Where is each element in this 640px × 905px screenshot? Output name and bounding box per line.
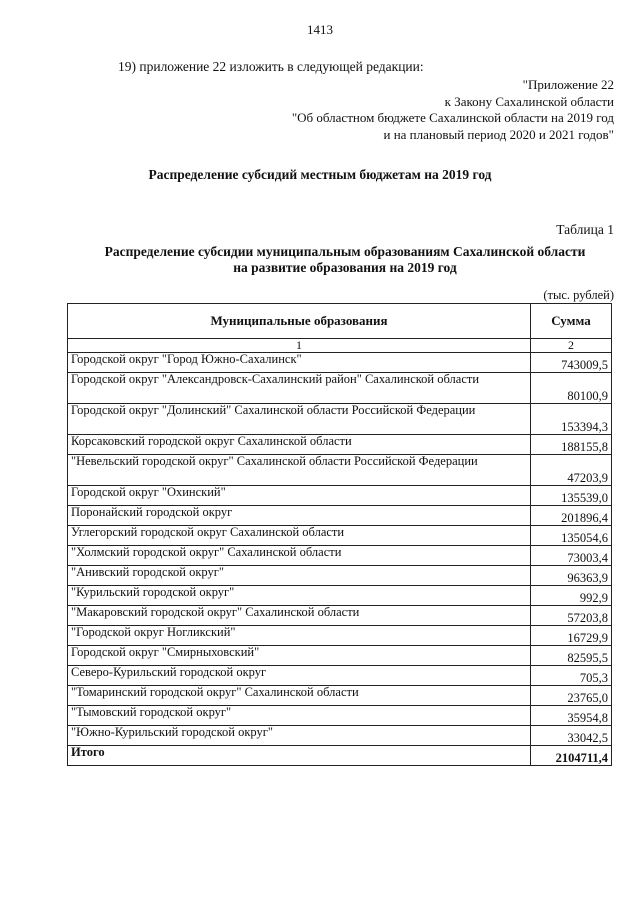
- municipality-name: "Курильский городской округ": [68, 586, 531, 606]
- municipality-name: Корсаковский городской округ Сахалинской области: [68, 435, 531, 455]
- subsidy-sum: 23765,0: [531, 686, 612, 706]
- municipality-name: "Макаровский городской округ" Сахалинской области: [68, 606, 531, 626]
- header-sum: Сумма: [531, 304, 612, 339]
- subsidy-sum: 80100,9: [531, 373, 612, 404]
- appendix-line: "Приложение 22: [522, 77, 614, 92]
- table-row: [68, 646, 612, 666]
- subsidy-sum: 743009,5: [531, 353, 612, 373]
- municipality-name: Городской округ "Город Южно-Сахалинск": [68, 353, 531, 373]
- table-row: [68, 666, 612, 686]
- units-label: (тыс. рублей): [543, 288, 614, 302]
- table-row: [68, 686, 612, 706]
- subsidy-sum: 73003,4: [531, 546, 612, 566]
- subsidy-sum: 135539,0: [531, 486, 612, 506]
- column-number-row: [68, 339, 612, 353]
- column-number: 1: [68, 339, 531, 353]
- municipality-name: Поронайский городской округ: [68, 506, 531, 526]
- subsidy-sum: 35954,8: [531, 706, 612, 726]
- municipality-name: "Томаринский городской округ" Сахалинской области: [68, 686, 531, 706]
- total-row: [68, 746, 612, 766]
- subsidy-sum: 135054,6: [531, 526, 612, 546]
- table-row: [68, 373, 612, 404]
- municipality-name: Городской округ "Смирныховский": [68, 646, 531, 666]
- subsidy-sum: 47203,9: [531, 455, 612, 486]
- total-sum: 2104711,4: [531, 746, 612, 766]
- subsidy-sum: 153394,3: [531, 404, 612, 435]
- page-number: 1413: [307, 22, 333, 37]
- table-title: [60, 244, 630, 276]
- appendix-header: [292, 77, 614, 143]
- table-row: [68, 626, 612, 646]
- intro-text: 19) приложение 22 изложить в следующей редакции:: [118, 59, 424, 74]
- appendix-line: и на плановый период 2020 и 2021 годов": [383, 126, 614, 142]
- table-row: [68, 606, 612, 626]
- municipality-name: Углегорский городской округ Сахалинской области: [68, 526, 531, 546]
- table-row: [68, 353, 612, 373]
- subsidy-sum: 57203,8: [531, 606, 612, 626]
- table-title-line: на развитие образования на 2019 год: [233, 260, 457, 275]
- table-label: Таблица 1: [556, 222, 614, 237]
- municipality-name: "Анивский городской округ": [68, 566, 531, 586]
- municipality-name: "Тымовский городской округ": [68, 706, 531, 726]
- table-row: [68, 506, 612, 526]
- total-label: Итого: [68, 746, 531, 766]
- table-title-line: Распределение субсидии муниципальным образованиям Сахалинской области: [104, 244, 586, 259]
- table-row: [68, 486, 612, 506]
- subsidy-sum: 82595,5: [531, 646, 612, 666]
- subsidy-sum: 188155,8: [531, 435, 612, 455]
- municipality-name: "Городской округ Ногликский": [68, 626, 531, 646]
- table-row: [68, 455, 612, 486]
- municipality-name: "Южно-Курильский городской округ": [68, 726, 531, 746]
- column-number: 2: [531, 339, 612, 353]
- appendix-line: "Об областном бюджете Сахалинской области на 2019 год: [291, 110, 614, 125]
- table-row: [68, 566, 612, 586]
- subsidy-sum: 16729,9: [531, 626, 612, 646]
- document-title: Распределение субсидий местным бюджетам на 2019 год: [148, 167, 492, 182]
- appendix-line: к Закону Сахалинской области: [444, 93, 614, 109]
- subsidy-sum: 201896,4: [531, 506, 612, 526]
- table-row: [68, 586, 612, 606]
- municipality-name: "Холмский городской округ" Сахалинской области: [68, 546, 531, 566]
- table-row: [68, 546, 612, 566]
- subsidy-sum: 96363,9: [531, 566, 612, 586]
- municipality-name: Городской округ "Охинский": [68, 486, 531, 506]
- municipality-name: "Невельский городской округ" Сахалинской области Российской Федерации: [68, 455, 531, 486]
- table-row: [68, 706, 612, 726]
- table-row: [68, 404, 612, 435]
- table-row: [68, 526, 612, 546]
- municipality-name: Городской округ "Александровск-Сахалинский район" Сахалинской области: [68, 373, 531, 404]
- subsidy-sum: 33042,5: [531, 726, 612, 746]
- subsidy-sum: 992,9: [531, 586, 612, 606]
- subsidy-sum: 705,3: [531, 666, 612, 686]
- header-municipalities: Муниципальные образования: [68, 304, 531, 339]
- municipality-name: Городской округ "Долинский" Сахалинской области Российской Федерации: [68, 404, 531, 435]
- table-row: [68, 435, 612, 455]
- table-row: [68, 726, 612, 746]
- municipality-name: Северо-Курильский городской округ: [68, 666, 531, 686]
- subsidy-table: [67, 303, 612, 766]
- table-header-row: [68, 304, 612, 339]
